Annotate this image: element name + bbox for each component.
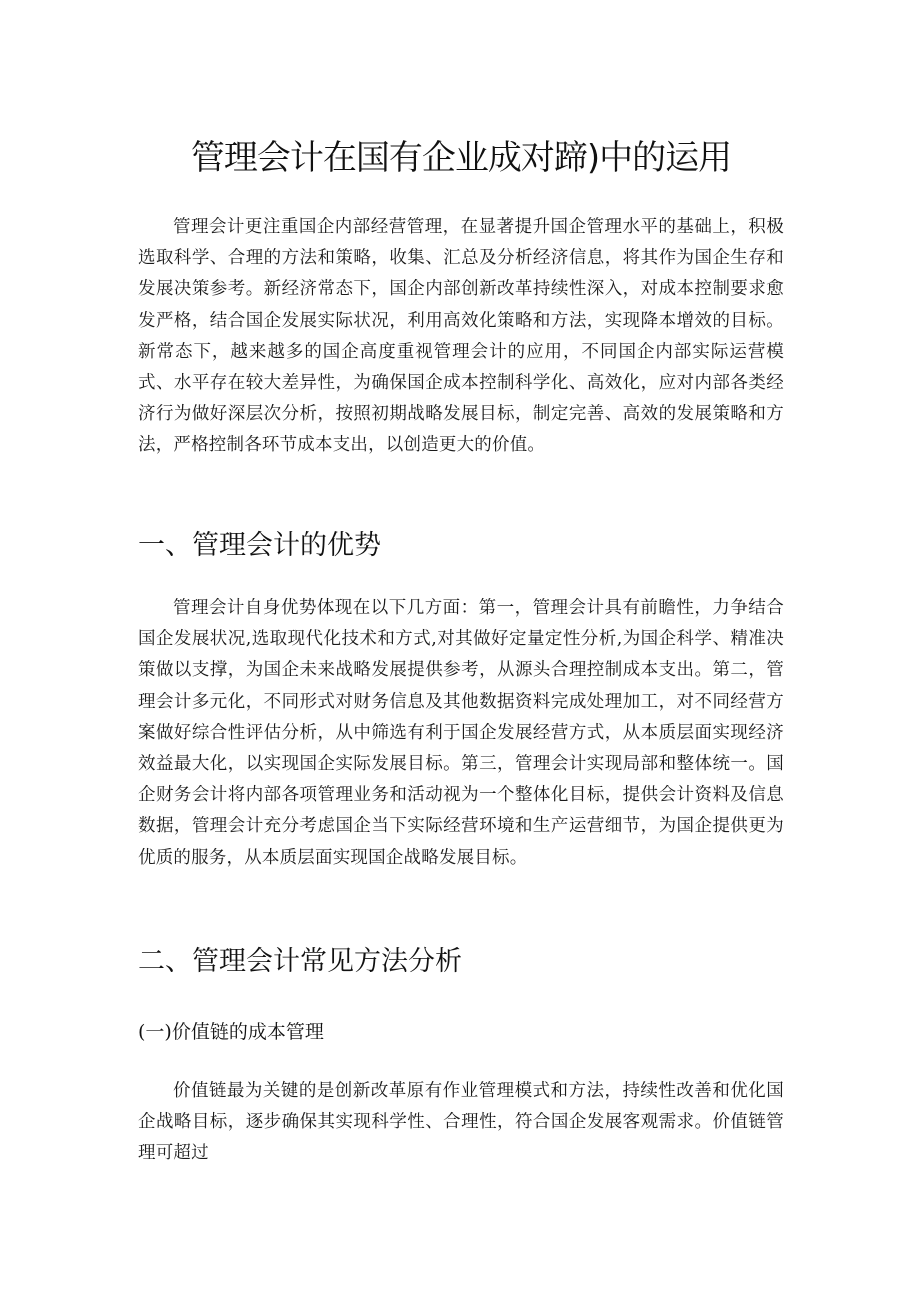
section-heading-methods: 二、管理会计常见方法分析 [138, 946, 462, 977]
subsection-heading-value-chain: (一)价值链的成本管理 [138, 1021, 324, 1043]
section-paragraph-advantages: 管理会计自身优势体现在以下几方面：第一，管理会计具有前瞻性，力争结合国企发展状况,选取现代化技术和方式,对其做好定量定性分析,为国企科学、精准决策做以支撑，为国企未来战略发展提供参考，从源头合理控制成本支出。第二，管理会计多元化，不同形式对财务信息及其他数据资料完成处理加工，对不同经营方案做好综合性评估分析，从中筛选有利于国企发展经营方式，从本质层面实现经济效益最大化，以实现国企实际发展目标。第三，管理会计实现局部和整体统一。国企财务会计将内部各项管理业务和活动视为一个整体化目标，提供会计资料及信息数据，管理会计充分考虑国企当下实际经营环境和生产运营细节，为国企提供更为优质的服务，从本质层面实现国企战略发展目标。 [138, 598, 784, 868]
intro-paragraph: 管理会计更注重国企内部经营管理，在显著提升国企管理水平的基础上，积极选取科学、合理的方法和策略，收集、汇总及分析经济信息，将其作为国企生存和发展决策参考。新经济常态下，国企内部创新改革持续性深入，对成本控制要求愈发严格，结合国企发展实际状况，利用高效化策略和方法，实现降本增效的目标。新常态下，越来越多的国企高度重视管理会计的应用，不同国企内部实际运营模式、水平存在较大差异性，为确保国企成本控制科学化、高效化，应对内部各类经济行为做好深层次分析，按照初期战略发展目标，制定完善、高效的发展策略和方法，严格控制各环节成本支出，以创造更大的价值。 [138, 217, 784, 456]
document-title: 管理会计在国有企业成对蹄)中的运用 [190, 138, 732, 178]
section-heading-advantages: 一、管理会计的优势 [138, 530, 381, 561]
subsection-paragraph-value-chain: 价值链最为关键的是创新改革原有作业管理模式和方法，持续性改善和优化国企战略目标，逐步确保其实现科学性、合理性，符合国企发展客观需求。价值链管理可超过 [138, 1081, 784, 1164]
